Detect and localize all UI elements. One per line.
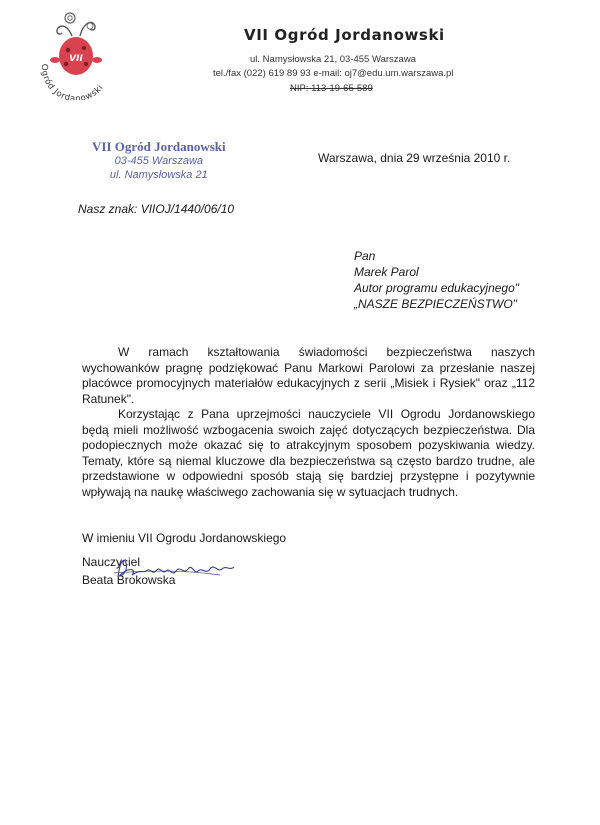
header-nip: NIP: 113-19-65-589 bbox=[290, 83, 373, 94]
header-address: ul. Namysłowska 21, 03-455 Warszawa bbox=[250, 54, 416, 65]
body-paragraph-2 bbox=[82, 407, 535, 500]
recipient-block bbox=[354, 248, 519, 312]
org-name: VII Ogród Jordanowski bbox=[244, 26, 445, 44]
closing-line: W imieniu VII Ogrodu Jordanowskiego bbox=[82, 531, 287, 545]
org-stamp bbox=[92, 140, 226, 182]
logo-ring-text: Ogród Jordanowski bbox=[38, 63, 106, 100]
recipient-line-4: „NASZE BEZPIECZEŃSTWO" bbox=[354, 297, 517, 311]
paragraph-text: Korzystając z Pana uprzejmości nauczyciele VII Ogrodu Jordanowskiego będą mieli możliwość wzbogacenia swoich zajęć dotyczących bezpieczeństwa. Dla podopiecznych może okazać się to atrakcyjnym sposobem pozyskiwania wiedzy. Tematy, które są niemal kluczowe dla bezpieczeństwa są często bardzo trudne, ale przedstawione w odpowiedni sposób stają się bardziej przystępne i pozytywnie wpływają na naukę właściwego zachowania się w sytuacjach trudnych. bbox=[82, 407, 535, 499]
signer-role: Nauczyciel bbox=[82, 555, 141, 569]
handwritten-signature bbox=[110, 551, 240, 585]
logo-badge: VII bbox=[69, 54, 83, 64]
body-paragraph-1 bbox=[82, 345, 535, 407]
stamp-line-1: VII Ogród Jordanowski bbox=[92, 139, 226, 154]
paragraph-text: W ramach kształtowania świadomości bezpieczeństwa naszych wychowanków pragnę podziękować Panu Markowi Parolowi za przesłanie naszej placówce promocyjnych materiałów edukacyjnych z serii „Misiek i Rysiek" oraz „112 Ratunek". bbox=[82, 345, 535, 406]
ladybug-logo-icon bbox=[28, 8, 124, 100]
stamp-line-3: ul. Namysłowska 21 bbox=[109, 169, 208, 181]
date-line: Warszawa, dnia 29 września 2010 r. bbox=[318, 151, 511, 165]
signer-name: Beata Brokowska bbox=[82, 573, 176, 587]
stamp-line-2: 03-455 Warszawa bbox=[114, 155, 204, 167]
recipient-line-3: Autor programu edukacyjnego" bbox=[354, 281, 520, 295]
reference-number: Nasz znak: VIIOJ/1440/06/10 bbox=[78, 202, 235, 216]
recipient-line-1: Pan bbox=[354, 249, 376, 263]
recipient-line-2: Marek Parol bbox=[354, 265, 419, 279]
header-contact: tel./fax (022) 619 89 93 e-mail: oj7@edu.um.warszawa.pl bbox=[213, 68, 454, 79]
